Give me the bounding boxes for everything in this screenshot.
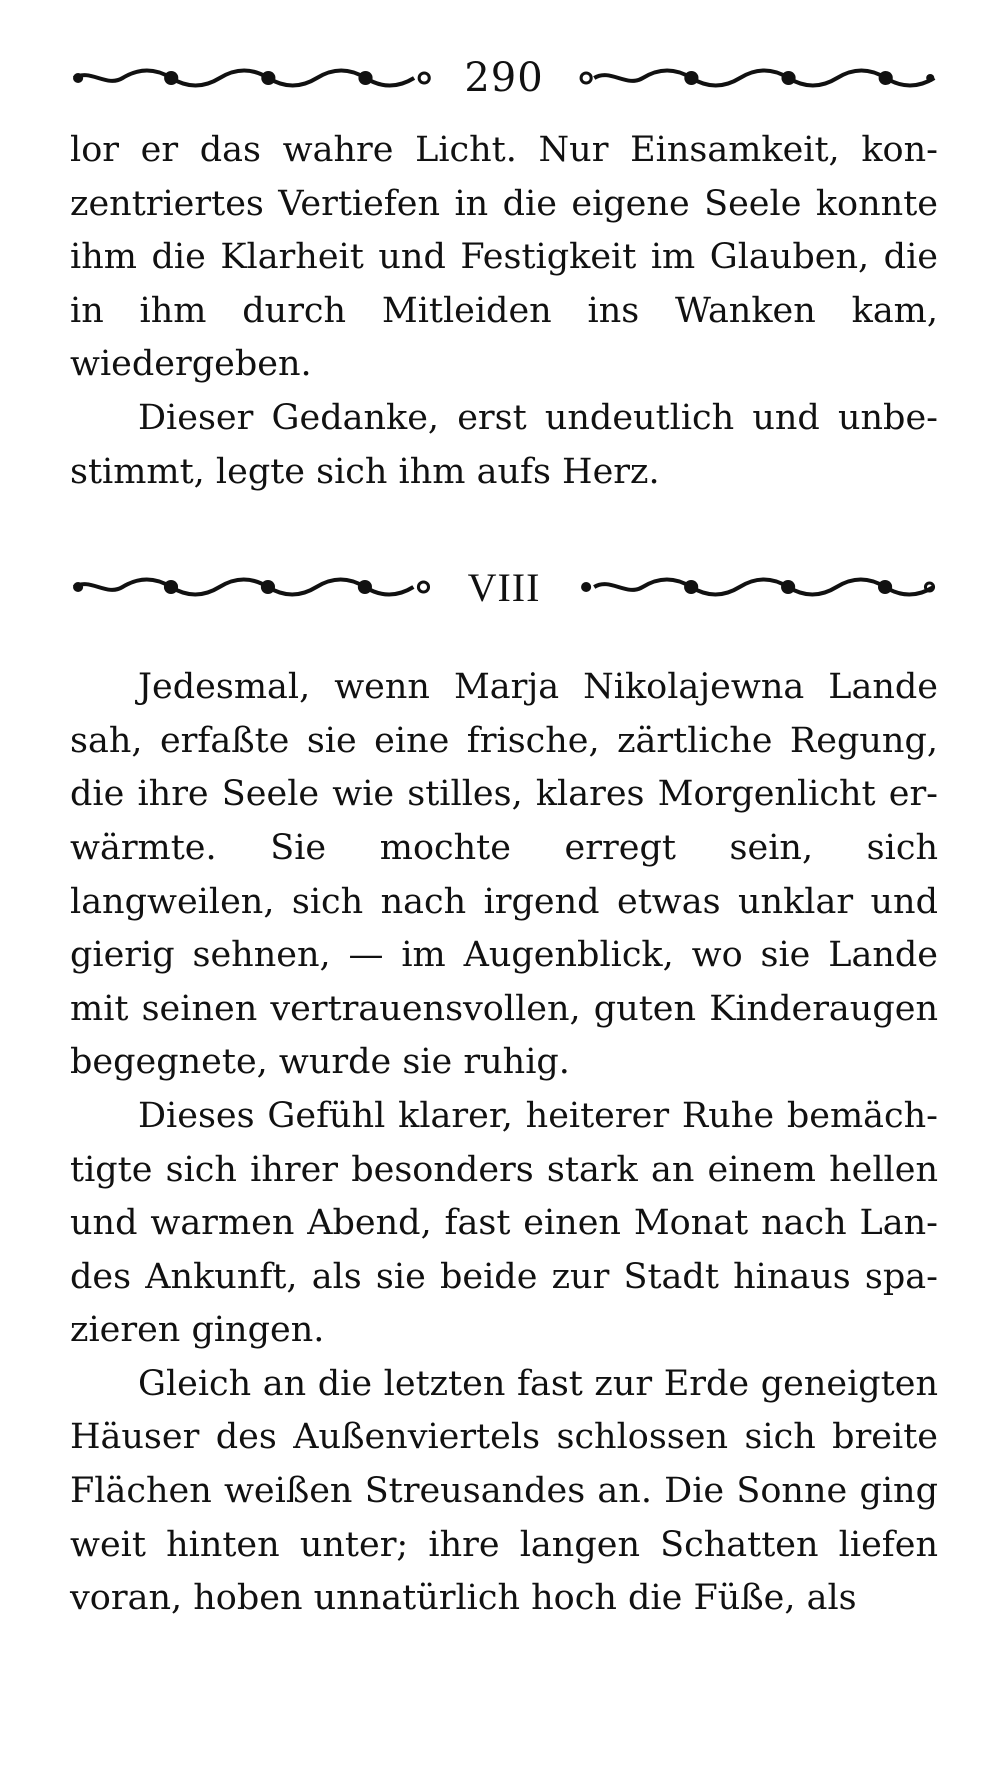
page-header bbox=[70, 48, 938, 108]
paragraph: lor er das wahre Licht. Nur Einsamkeit, konzentriertes Vertiefen in die eigene Seele konnte ihm die Klarheit und Festigkeit im Glauben, die in ihm durch Mitleiden ins Wanken kam, wiedergeben. bbox=[70, 130, 938, 385]
section-title: VIII bbox=[467, 564, 541, 610]
section-header bbox=[70, 557, 938, 617]
book-page bbox=[70, 48, 938, 1626]
continued-text bbox=[70, 124, 938, 499]
section-right-ornament-icon bbox=[574, 575, 938, 599]
section-body bbox=[70, 661, 938, 1626]
paragraph: Dieser Gedanke, erst undeutlich und unbestimmt, legte sich ihm aufs Herz. bbox=[70, 397, 938, 492]
right-ornament-icon bbox=[574, 66, 938, 90]
paragraph: Dieses Gefühl klarer, heiterer Ruhe bemächtigte sich ihrer besonders stark an einem hellen und warmen Abend, fast einen Monat nach Landes Ankunft, als sie beide zur Stadt hinaus spazieren gingen. bbox=[70, 1095, 938, 1351]
paragraph: Gleich an die letzten fast zur Erde geneigten Häuser des Außenviertels schlossen sich breite Flächen weißen Streusandes an. Die Sonne ging weit hinten unter; ihre langen Schatten liefen voran, hoben unnatürlich hoch die Füße, als bbox=[70, 1363, 938, 1619]
paragraph: Jedesmal, wenn Marja Nikolajewna Lande sah, erfaßte sie eine frische, zärtliche Regung, die ihre Seele wie stilles, klares Morgenlicht erwärmte. Sie mochte erregt sein, sich langweilen, sich nach irgend etwas unklar und gierig sehnen, — im Augenblick, wo sie Lande mit seinen vertrauensvollen, guten Kinderaugen begegnete, wurde sie ruhig. bbox=[70, 667, 938, 1083]
left-ornament-icon bbox=[70, 66, 434, 90]
page-number: 290 bbox=[464, 55, 544, 101]
section-left-ornament-icon bbox=[70, 575, 434, 599]
